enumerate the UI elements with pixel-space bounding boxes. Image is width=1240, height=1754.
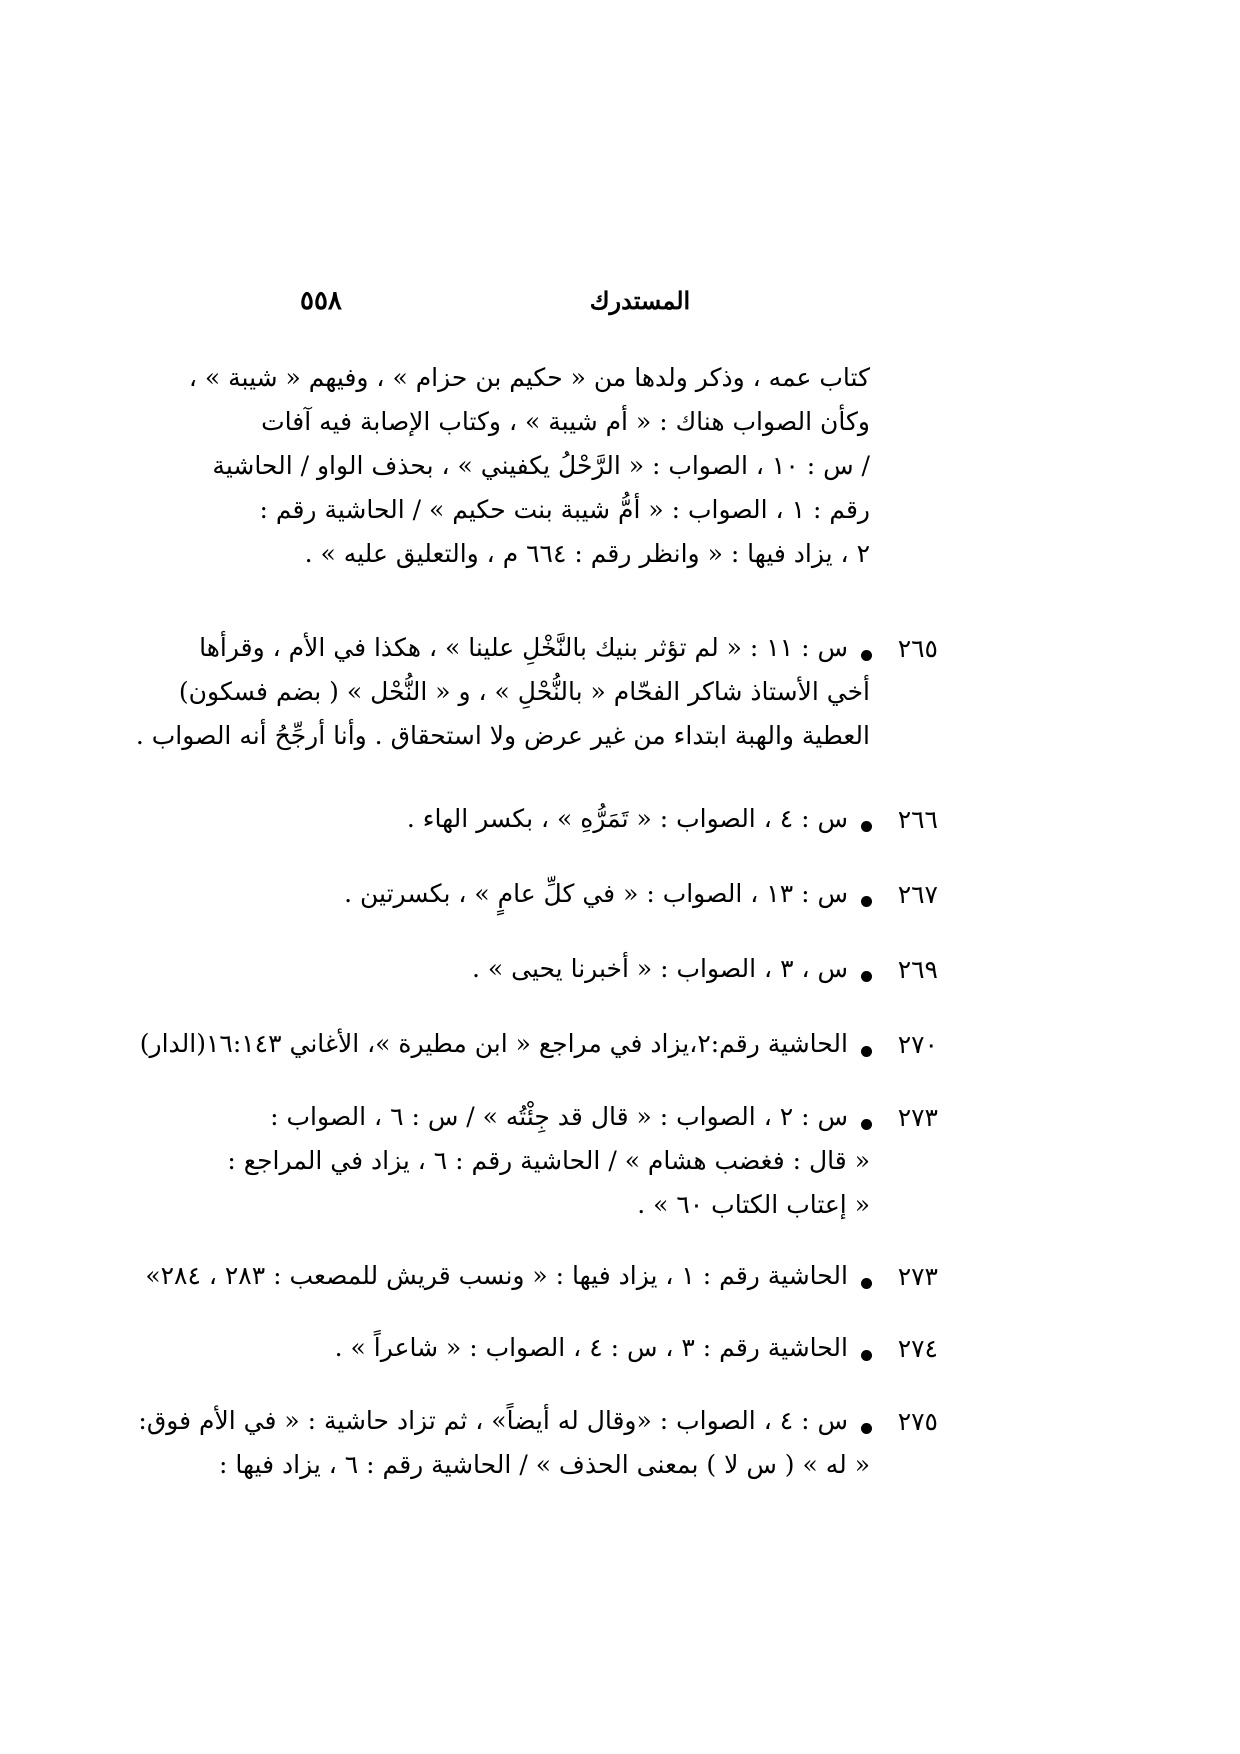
entry-number: ٢٧٤: [897, 1334, 938, 1363]
intro-paragraph: [188, 356, 870, 576]
entry-number: ٢٧٠: [897, 1030, 938, 1059]
entry-line: س : ٢ ، الصواب : « قال قد جِئْتُه » / س : ٦ ، الصواب :: [270, 1102, 848, 1131]
entry-number: ٢٧٣: [897, 1262, 938, 1291]
entry-number: ٢٦٦: [897, 805, 938, 834]
entry-number: ٢٦٩: [897, 955, 938, 984]
bullet-icon: [861, 1046, 872, 1057]
bullet-icon: [861, 896, 872, 907]
entry-text: [227, 1095, 870, 1227]
entry-line: الحاشية رقم : ١ ، يزاد فيها : « ونسب قريش للمصعب : ٢٨٣ ، ٢٨٤»: [145, 1261, 848, 1290]
entry-text: [139, 1022, 848, 1066]
entry-text: [365, 947, 848, 991]
entry-line: الحاشية رقم : ٣ ، س : ٤ ، الصواب : « شاعراً » .: [334, 1333, 848, 1362]
entry-number: ٢٦٧: [897, 880, 938, 909]
entry-line: س : ٤ ، الصواب : « تَمَرُّهِ » ، بكسر الهاء .: [406, 804, 848, 833]
running-title: المستدرك: [589, 286, 691, 315]
entry-number: ٢٧٥: [897, 1407, 938, 1436]
entry-line: العطية والهبة ابتداء من غير عرض ولا استحقاق . وأنا أرجِّحُ أنه الصواب .: [135, 721, 870, 750]
intro-line: وكأن الصواب هناك : « أم شيبة » ، وكتاب الإصابة فيه آفات: [261, 407, 870, 436]
bullet-icon: [861, 1350, 872, 1361]
bullet-icon: [861, 821, 872, 832]
running-header: [300, 286, 980, 326]
entry-text: [135, 626, 870, 758]
intro-line: رقم : ١ ، الصواب : « أمُّ شيبة بنت حكيم » / الحاشية رقم :: [259, 495, 870, 524]
entry-line: « له » ( س لا ) بمعنى الحذف » / الحاشية رقم : ٦ ، يزاد فيها :: [219, 1450, 870, 1479]
entry-line: س : ١٣ ، الصواب : « في كلِّ عامٍ » ، بكسرتين .: [344, 879, 848, 908]
entry-line: « قال : فغضب هشام » / الحاشية رقم : ٦ ، يزاد في المراجع :: [227, 1146, 870, 1175]
intro-line: ٢ ، يزاد فيها : « وانظر رقم : ٦٦٤ م ، والتعليق عليه » .: [304, 539, 870, 568]
entry-line: س ، ٣ ، الصواب : « أخبرنا يحيى » .: [472, 954, 848, 983]
entry-text: [344, 872, 848, 916]
entry-number: ٢٦٥: [897, 634, 938, 663]
intro-line: كتاب عمه ، وذكر ولدها من « حكيم بن حزام » ، وفيهم « شيبة » ،: [188, 363, 870, 392]
entry-text: [138, 1399, 870, 1487]
entry-line: « إعتاب الكتاب ٦٠ » .: [637, 1190, 870, 1219]
entry-text: [365, 797, 848, 841]
entry-text: [334, 1326, 848, 1370]
entry-line: أخي الأستاذ شاكر الفحّام « بالنُّحْلِ » ، و « النُّحْل » ( بضم فسكون): [178, 677, 870, 706]
page-number: ٥٥٨: [300, 286, 342, 316]
bullet-icon: [861, 1278, 872, 1289]
intro-line: / س : ١٠ ، الصواب : « الرَّحْلُ يكفيني » ، بحذف الواو / الحاشية: [212, 451, 870, 480]
entry-text: [145, 1254, 848, 1298]
entry-line: س : ١١ : « لم تؤثر بنيك بالنَّخْلِ علينا » ، هكذا في الأم ، وقرأها: [199, 633, 848, 662]
entry-line: س : ٤ ، الصواب : «وقال له أيضاً» ، ثم تزاد حاشية : « في الأم فوق:: [138, 1406, 848, 1435]
bullet-icon: [861, 971, 872, 982]
entry-number: ٢٧٣: [897, 1103, 938, 1132]
entry-line: الحاشية رقم:٢،يزاد في مراجع « ابن مطيرة »، الأغاني ١٦:١٤٣(الدار): [139, 1029, 848, 1058]
